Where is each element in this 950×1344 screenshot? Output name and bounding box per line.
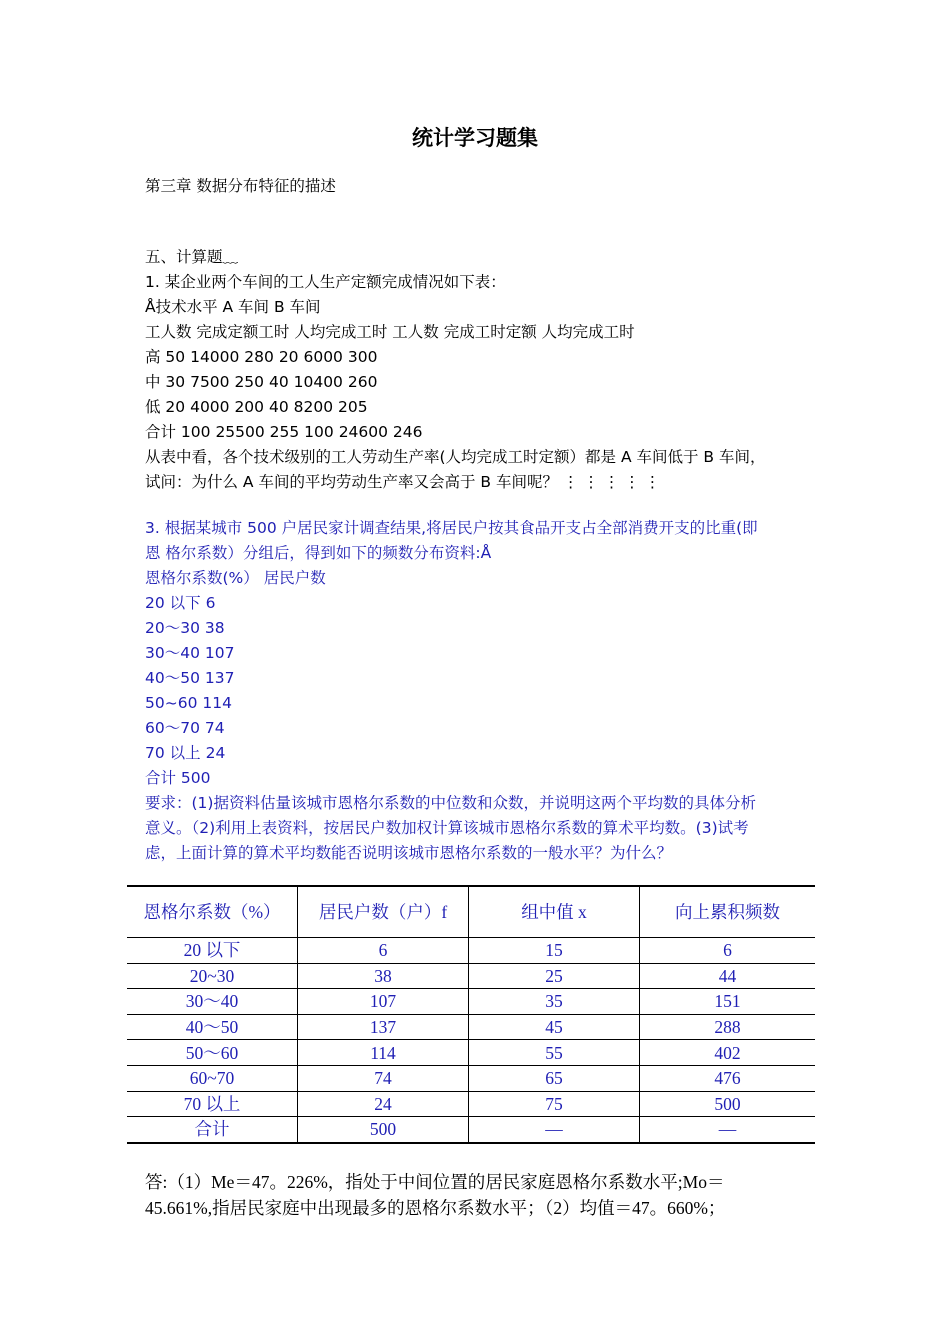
table-cell: 20 以下 <box>127 938 298 964</box>
table-cell: 151 <box>640 989 816 1015</box>
table-cell: 402 <box>640 1040 816 1066</box>
answer-line: 答:（1）Me＝47。226%，指处于中间位置的居民家庭恩格尔系数水平;Mo＝ <box>145 1172 725 1192</box>
table-cell: 35 <box>469 989 640 1015</box>
table-cell: 500 <box>640 1091 816 1117</box>
table-header-cell: 组中值 x <box>469 886 640 938</box>
document-title: 统计学习题集 <box>412 126 538 150</box>
frequency-table <box>127 885 815 1144</box>
q3-line: 要求：(1)据资料估量该城市恩格尔系数的中位数和众数，并说明这两个平均数的具体分析 <box>145 794 756 812</box>
table-cell: 45 <box>469 1014 640 1040</box>
q3-line: 70 以上 24 <box>145 744 226 762</box>
table-cell: — <box>640 1117 816 1143</box>
table-row <box>127 1117 815 1143</box>
chapter-heading: 第三章 数据分布特征的描述 <box>145 177 336 195</box>
table-cell: 500 <box>298 1117 469 1143</box>
q3-line: 50~60 114 <box>145 694 232 712</box>
table-cell: 107 <box>298 989 469 1015</box>
table-cell: 15 <box>469 938 640 964</box>
table-cell: 6 <box>640 938 816 964</box>
table-row <box>127 1091 815 1117</box>
table-header-cell: 恩格尔系数（%） <box>127 886 298 938</box>
q3-line: 20～30 38 <box>145 619 225 637</box>
q1-line: 低 20 4000 200 40 8200 205 <box>145 398 368 416</box>
table-cell: 288 <box>640 1014 816 1040</box>
table-cell: 70 以上 <box>127 1091 298 1117</box>
table-cell: 74 <box>298 1065 469 1091</box>
section-heading: 五、计算题﹏ <box>145 248 239 266</box>
q1-line: 合计 100 25500 255 100 24600 246 <box>145 423 423 441</box>
table-cell: 24 <box>298 1091 469 1117</box>
table-cell: 65 <box>469 1065 640 1091</box>
q1-line: 试问：为什么 A 车间的平均劳动生产率又会高于 B 车间呢？ ⋮ ⋮ ⋮ ⋮ ⋮ <box>145 473 661 491</box>
table-cell: — <box>469 1117 640 1143</box>
table-cell: 50～60 <box>127 1040 298 1066</box>
table-cell: 30～40 <box>127 989 298 1015</box>
q3-line: 恩 格尔系数）分组后，得到如下的频数分布资料:Å <box>145 544 492 562</box>
table-cell: 合计 <box>127 1117 298 1143</box>
q3-line: 恩格尔系数(%） 居民户数 <box>145 569 326 587</box>
q3-line: 20 以下 6 <box>145 594 216 612</box>
table-header-cell: 向上累积频数 <box>640 886 816 938</box>
table-row <box>127 989 815 1015</box>
q1-line: Å技术水平 A 车间 B 车间 <box>145 298 321 316</box>
q1-line: 中 30 7500 250 40 10400 260 <box>145 373 378 391</box>
q3-line: 60～70 74 <box>145 719 225 737</box>
table-cell: 44 <box>640 963 816 989</box>
table-row <box>127 1065 815 1091</box>
table-cell: 114 <box>298 1040 469 1066</box>
table-cell: 137 <box>298 1014 469 1040</box>
table-cell: 60~70 <box>127 1065 298 1091</box>
q3-line: 合计 500 <box>145 769 211 787</box>
table-header-row <box>127 886 815 938</box>
q3-line: 3. 根据某城市 500 户居民家计调查结果,将居民户按其食品开支占全部消费开支的比重(即 <box>145 519 758 537</box>
q1-line: 从表中看，各个技术级别的工人劳动生产率(人均完成工时定额）都是 A 车间低于 B 车间， <box>145 448 766 466</box>
q1-line: 工人数 完成定额工时 人均完成工时 工人数 完成工时定额 人均完成工时 <box>145 323 635 341</box>
answer-line: 45.661%,指居民家庭中出现最多的恩格尔系数水平；（2）均值＝47。660%； <box>145 1198 726 1218</box>
table-cell: 38 <box>298 963 469 989</box>
table-cell: 476 <box>640 1065 816 1091</box>
table-row <box>127 1040 815 1066</box>
table-cell: 6 <box>298 938 469 964</box>
table-cell: 25 <box>469 963 640 989</box>
table-cell: 20~30 <box>127 963 298 989</box>
q3-line: 30～40 107 <box>145 644 235 662</box>
table-cell: 75 <box>469 1091 640 1117</box>
table-row <box>127 938 815 964</box>
table-row <box>127 963 815 989</box>
q3-line: 40～50 137 <box>145 669 235 687</box>
q1-line: 高 50 14000 280 20 6000 300 <box>145 348 378 366</box>
table-cell: 40～50 <box>127 1014 298 1040</box>
q3-line: 虑，上面计算的算术平均数能否说明该城市恩格尔系数的一般水平？为什么？ <box>145 844 673 862</box>
table-header-cell: 居民户数（户）f <box>298 886 469 938</box>
q3-line: 意义。（2)利用上表资料，按居民户数加权计算该城市恩格尔系数的算术平均数。(3)试考 <box>145 819 749 837</box>
table-row <box>127 1014 815 1040</box>
table-cell: 55 <box>469 1040 640 1066</box>
q1-line: 1. 某企业两个车间的工人生产定额完成情况如下表： <box>145 273 506 291</box>
